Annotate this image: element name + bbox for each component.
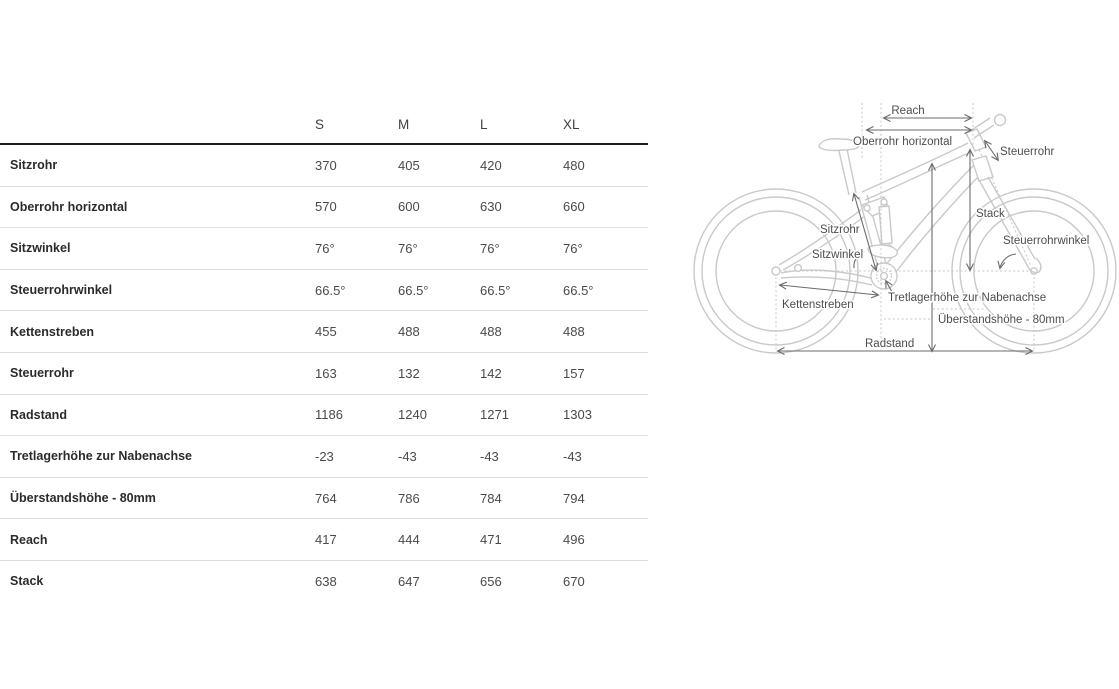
table-row-reach [0,519,648,561]
size-column-header-m: M [398,116,410,132]
geometry-table [0,105,648,602]
geometry-value: 76° [480,240,500,256]
geometry-value: 76° [315,240,335,256]
geometry-row-label: Sitzwinkel [10,241,71,256]
fork-leg [979,180,1026,263]
geometry-row-label: Sitzrohr [10,158,58,173]
geometry-value: 794 [563,490,585,506]
bottom-bracket [881,273,888,280]
geometry-value: 656 [480,573,502,589]
steuerrohrwinkel-arc [1000,254,1016,268]
geometry-value: 488 [480,324,502,340]
label-steuerrohr: Steuerrohr [1000,146,1055,158]
geometry-row-label: Kettenstreben [10,324,95,339]
geometry-value: 66.5° [398,282,429,298]
chainstay-pivot [795,265,802,272]
geometry-row-label: Stack [10,574,44,589]
geometry-row-label: Reach [10,532,48,547]
link-pivot [864,205,870,211]
geometry-value: 1271 [480,407,509,423]
geometry-value: -43 [398,448,417,464]
geometry-value: 660 [563,199,585,215]
top-tube [862,143,968,192]
geometry-value: 471 [480,532,502,548]
geometry-value: 420 [480,157,502,173]
geometry-value: 488 [398,324,420,340]
geometry-value: 1303 [563,407,592,423]
geometry-value: 76° [563,240,583,256]
geometry-value: 66.5° [480,282,511,298]
geometry-value: 496 [563,532,585,548]
geometry-value: -43 [563,448,582,464]
geometry-value: 786 [398,490,420,506]
seat-post [847,149,856,193]
geometry-value: 638 [315,573,337,589]
label-stack: Stack [976,208,1005,220]
geometry-value: 405 [398,157,420,173]
geometry-value: 1240 [398,407,427,423]
geometry-row-label: Überstandshöhe - 80mm [10,491,156,506]
geometry-value: 163 [315,365,337,381]
table-row-oberrohr [0,187,648,229]
geometry-row-label: Tretlagerhöhe zur Nabenachse [10,449,193,464]
table-row-stack [0,561,648,602]
lower-link [868,245,897,258]
table-row-tretlagerhoehe [0,436,648,478]
geometry-value: 370 [315,157,337,173]
label-radstand: Radstand [865,338,915,350]
table-row-radstand [0,395,648,437]
size-column-header-l: L [480,116,488,132]
geometry-value: 630 [480,199,502,215]
geometry-value: -43 [480,448,499,464]
table-row-sitzrohr [0,145,648,187]
geometry-value: 132 [398,365,420,381]
handlebar-grip [995,115,1006,126]
size-column-header-xl: XL [563,116,580,132]
geometry-value: 600 [398,199,420,215]
geometry-value: 764 [315,490,337,506]
label-sitzrohr: Sitzrohr [820,224,860,236]
geometry-value: 142 [480,365,502,381]
table-row-steuerrohr [0,353,648,395]
label-steuerrohrwinkel: Steuerrohrwinkel [1003,235,1090,247]
label-tretlagerhoehe: Tretlagerhöhe zur Nabenachse [888,292,1047,304]
geometry-value: -23 [315,448,334,464]
table-row-ueberstandshoehe [0,478,648,520]
geometry-value: 417 [315,532,337,548]
geometry-row-label: Steuerrohr [10,366,74,381]
table-row-kettenstreben [0,311,648,353]
link-pivot [881,199,887,205]
geometry-value: 157 [563,365,585,381]
geometry-value: 784 [480,490,502,506]
bike-geometry-diagram [680,85,1119,375]
label-oberrohr: Oberrohr horizontal [853,136,953,148]
label-reach: Reach [891,105,925,117]
geometry-row-label: Oberrohr horizontal [10,199,128,214]
geometry-value: 1186 [315,407,343,423]
table-row-sitzwinkel [0,228,648,270]
label-ueberstandshoehe: Überstandshöhe - 80mm [938,314,1065,326]
label-sitzwinkel: Sitzwinkel [812,249,864,261]
fork-crown [972,156,993,181]
size-column-header-s: S [315,116,325,132]
geometry-value: 444 [398,532,420,548]
size-header-row [0,105,648,145]
geometry-value: 488 [563,324,585,340]
geometry-value: 480 [563,157,585,173]
geometry-row-label: Radstand [10,407,67,422]
label-kettenstreben: Kettenstreben [782,299,854,311]
geometry-value: 670 [563,573,585,589]
geometry-row-label: Steuerrohrwinkel [10,283,113,298]
rear-shock [879,206,892,244]
kettenstreben-arrow [780,285,878,295]
geometry-value: 66.5° [315,282,346,298]
geometry-value: 66.5° [563,282,594,298]
geometry-value: 647 [398,573,420,589]
seat-post [839,151,849,195]
table-row-steuerrohrwinkel [0,270,648,312]
geometry-value: 570 [315,199,337,215]
rear-axle [772,267,780,275]
geometry-value: 76° [398,240,418,256]
geometry-value: 455 [315,324,337,340]
